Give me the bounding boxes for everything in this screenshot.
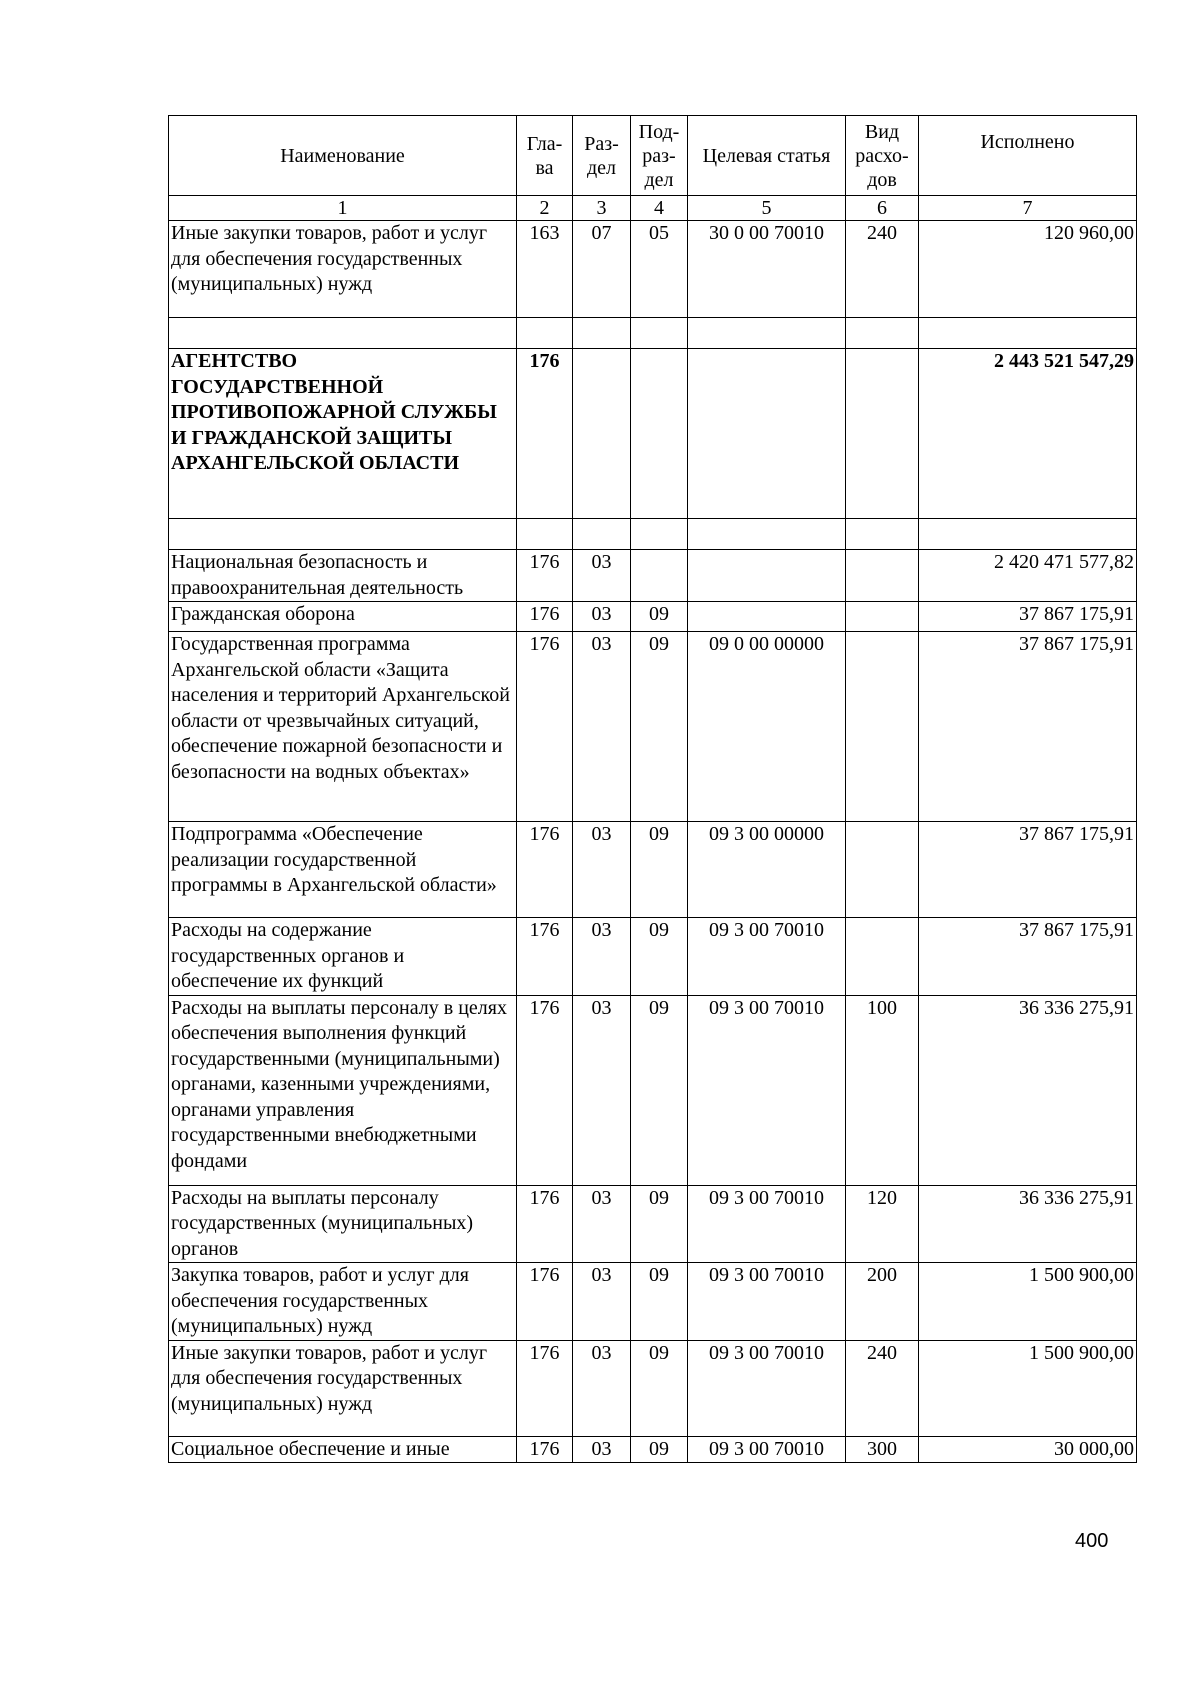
table-row <box>169 602 1137 632</box>
column-number: 2 <box>517 196 573 221</box>
cell-podrazdel <box>631 519 688 550</box>
cell-ispolneno <box>919 519 1137 550</box>
cell-podrazdel <box>631 349 688 519</box>
cell-razdel: 07 <box>573 221 631 318</box>
column-number: 5 <box>688 196 846 221</box>
table-row <box>169 349 1137 519</box>
cell-podrazdel: 09 <box>631 1340 688 1436</box>
cell-vid: 120 <box>846 1185 919 1263</box>
cell-celevaya <box>688 519 846 550</box>
column-number: 4 <box>631 196 688 221</box>
cell-glava: 176 <box>517 1263 573 1341</box>
header-celevaya: Целевая статья <box>688 116 846 196</box>
cell-podrazdel: 09 <box>631 1263 688 1341</box>
cell-razdel: 03 <box>573 995 631 1185</box>
cell-vid: 200 <box>846 1263 919 1341</box>
cell-name: Социальное обеспечение и иные <box>169 1436 517 1463</box>
cell-celevaya: 30 0 00 70010 <box>688 221 846 318</box>
table-row <box>169 918 1137 996</box>
column-numbers-row <box>169 196 1137 221</box>
cell-vid <box>846 632 919 822</box>
cell-ispolneno: 1 500 900,00 <box>919 1263 1137 1341</box>
cell-glava <box>517 519 573 550</box>
header-vid <box>846 116 919 196</box>
cell-name: Расходы на выплаты персоналу государственных (муниципальных) органов <box>169 1185 517 1263</box>
cell-podrazdel: 09 <box>631 918 688 996</box>
cell-ispolneno: 2 443 521 547,29 <box>919 349 1137 519</box>
cell-podrazdel <box>631 318 688 349</box>
cell-vid <box>846 822 919 918</box>
cell-glava <box>517 318 573 349</box>
cell-celevaya <box>688 550 846 602</box>
cell-razdel: 03 <box>573 1185 631 1263</box>
cell-celevaya: 09 3 00 70010 <box>688 1185 846 1263</box>
cell-razdel: 03 <box>573 550 631 602</box>
table-row <box>169 550 1137 602</box>
cell-glava: 176 <box>517 1340 573 1436</box>
cell-razdel <box>573 519 631 550</box>
header-glava <box>517 116 573 196</box>
cell-razdel: 03 <box>573 918 631 996</box>
cell-ispolneno: 36 336 275,91 <box>919 995 1137 1185</box>
header-razdel <box>573 116 631 196</box>
table-row <box>169 995 1137 1185</box>
cell-vid <box>846 318 919 349</box>
header-podrazdel-label: Под-раз-дел <box>638 120 680 191</box>
cell-podrazdel: 09 <box>631 822 688 918</box>
table-row <box>169 822 1137 918</box>
cell-celevaya <box>688 318 846 349</box>
header-glava-label: Гла-ва <box>526 132 563 179</box>
cell-name: Расходы на выплаты персоналу в целях обеспечения выполнения функций государственными (муниципальными) органами, казенными учреждениями, органами управления государственными внебюджетными фондами <box>169 995 517 1185</box>
cell-name: Иные закупки товаров, работ и услуг для обеспечения государственных (муниципальных) нужд <box>169 221 517 318</box>
cell-podrazdel: 09 <box>631 632 688 822</box>
cell-razdel: 03 <box>573 602 631 632</box>
column-number: 7 <box>919 196 1137 221</box>
cell-glava: 176 <box>517 822 573 918</box>
cell-celevaya: 09 3 00 70010 <box>688 1263 846 1341</box>
cell-razdel: 03 <box>573 632 631 822</box>
cell-vid <box>846 918 919 996</box>
cell-name: АГЕНТСТВО ГОСУДАРСТВЕННОЙ ПРОТИВОПОЖАРНОЙ СЛУЖБЫ И ГРАЖДАНСКОЙ ЗАЩИТЫ АРХАНГЕЛЬСКОЙ ОБЛАСТИ <box>169 349 517 519</box>
cell-ispolneno: 2 420 471 577,82 <box>919 550 1137 602</box>
cell-celevaya: 09 3 00 70010 <box>688 918 846 996</box>
table-row <box>169 1340 1137 1436</box>
cell-name <box>169 519 517 550</box>
cell-ispolneno: 37 867 175,91 <box>919 632 1137 822</box>
column-number: 1 <box>169 196 517 221</box>
cell-glava: 176 <box>517 995 573 1185</box>
page-number: 400 <box>1075 1530 1109 1552</box>
table-row <box>169 1185 1137 1263</box>
cell-glava: 176 <box>517 1436 573 1463</box>
cell-celevaya: 09 3 00 70010 <box>688 1340 846 1436</box>
cell-celevaya: 09 3 00 70010 <box>688 995 846 1185</box>
cell-glava: 176 <box>517 632 573 822</box>
table-row <box>169 1436 1137 1463</box>
cell-glava: 163 <box>517 221 573 318</box>
header-vid-label: Вид расхо-дов <box>855 120 909 191</box>
cell-razdel <box>573 349 631 519</box>
header-ispolneno: Исполнено <box>919 116 1137 196</box>
header-row <box>169 116 1137 196</box>
cell-name: Закупка товаров, работ и услуг для обеспечения государственных (муниципальных) нужд <box>169 1263 517 1341</box>
cell-ispolneno: 30 000,00 <box>919 1436 1137 1463</box>
cell-glava: 176 <box>517 550 573 602</box>
cell-name <box>169 318 517 349</box>
cell-podrazdel: 09 <box>631 1185 688 1263</box>
cell-razdel: 03 <box>573 1340 631 1436</box>
cell-vid <box>846 602 919 632</box>
cell-ispolneno: 37 867 175,91 <box>919 602 1137 632</box>
cell-celevaya <box>688 349 846 519</box>
cell-ispolneno <box>919 318 1137 349</box>
cell-glava: 176 <box>517 1185 573 1263</box>
cell-ispolneno: 37 867 175,91 <box>919 822 1137 918</box>
cell-name: Иные закупки товаров, работ и услуг для обеспечения государственных (муниципальных) нужд <box>169 1340 517 1436</box>
cell-vid: 240 <box>846 221 919 318</box>
cell-ispolneno: 120 960,00 <box>919 221 1137 318</box>
cell-glava: 176 <box>517 349 573 519</box>
cell-celevaya: 09 3 00 70010 <box>688 1436 846 1463</box>
cell-vid: 100 <box>846 995 919 1185</box>
cell-ispolneno: 36 336 275,91 <box>919 1185 1137 1263</box>
cell-razdel: 03 <box>573 822 631 918</box>
table-row <box>169 221 1137 318</box>
cell-name: Государственная программа Архангельской области «Защита населения и территорий Архангельской области от чрезвычайных ситуаций, обеспечение пожарной безопасности и безопасности на водных объектах» <box>169 632 517 822</box>
cell-podrazdel: 09 <box>631 1436 688 1463</box>
cell-celevaya <box>688 602 846 632</box>
cell-name: Гражданская оборона <box>169 602 517 632</box>
cell-vid <box>846 519 919 550</box>
cell-podrazdel: 05 <box>631 221 688 318</box>
table-row <box>169 1263 1137 1341</box>
cell-vid <box>846 550 919 602</box>
cell-razdel <box>573 318 631 349</box>
cell-name: Подпрограмма «Обеспечение реализации государственной программы в Архангельской области» <box>169 822 517 918</box>
table-row <box>169 632 1137 822</box>
spacer-row <box>169 519 1137 550</box>
cell-podrazdel: 09 <box>631 602 688 632</box>
header-razdel-label: Раз-дел <box>584 132 619 179</box>
cell-name: Расходы на содержание государственных органов и обеспечение их функций <box>169 918 517 996</box>
cell-podrazdel <box>631 550 688 602</box>
cell-glava: 176 <box>517 918 573 996</box>
cell-ispolneno: 1 500 900,00 <box>919 1340 1137 1436</box>
column-number: 6 <box>846 196 919 221</box>
cell-name: Национальная безопасность и правоохранительная деятельность <box>169 550 517 602</box>
cell-podrazdel: 09 <box>631 995 688 1185</box>
budget-table <box>168 115 1137 1463</box>
cell-vid <box>846 349 919 519</box>
cell-vid: 300 <box>846 1436 919 1463</box>
cell-glava: 176 <box>517 602 573 632</box>
cell-vid: 240 <box>846 1340 919 1436</box>
cell-celevaya: 09 3 00 00000 <box>688 822 846 918</box>
table-body <box>169 196 1137 1463</box>
header-name: Наименование <box>169 116 517 196</box>
cell-celevaya: 09 0 00 00000 <box>688 632 846 822</box>
cell-razdel: 03 <box>573 1263 631 1341</box>
cell-razdel: 03 <box>573 1436 631 1463</box>
cell-ispolneno: 37 867 175,91 <box>919 918 1137 996</box>
column-number: 3 <box>573 196 631 221</box>
header-podrazdel <box>631 116 688 196</box>
spacer-row <box>169 318 1137 349</box>
